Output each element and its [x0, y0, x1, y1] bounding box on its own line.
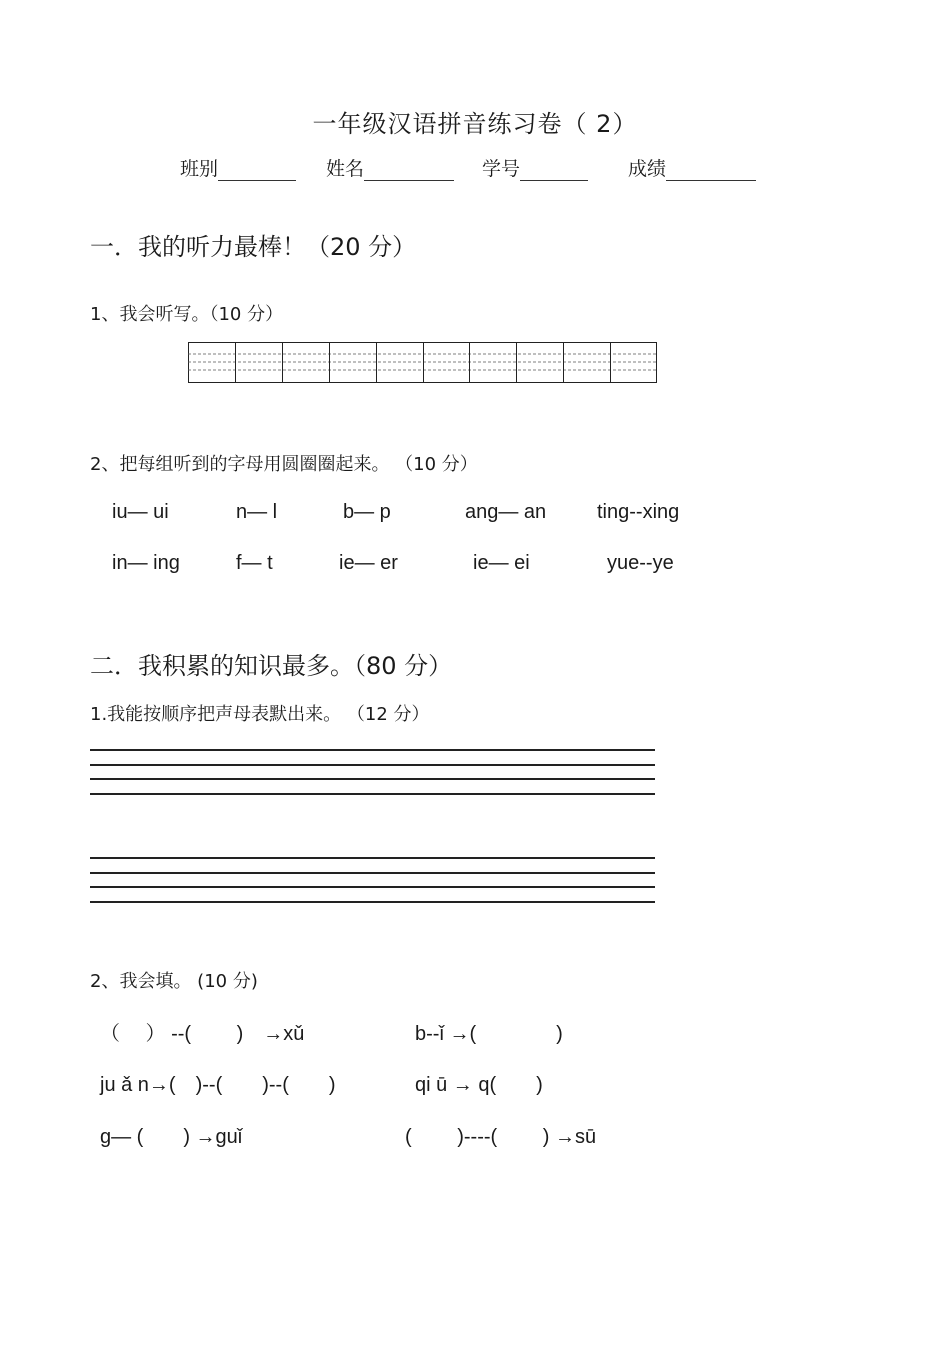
writing-lines-2[interactable] — [90, 857, 655, 916]
question-2-1: 1.我能按顺序把声母表默出来。 （12 分） — [90, 704, 430, 725]
pair-1-1[interactable]: iu— ui — [112, 501, 169, 523]
pair-2-3[interactable]: ie— er — [339, 552, 398, 574]
fill-row-2-right[interactable]: qi ū → q( ) — [415, 1074, 543, 1096]
class-blank[interactable] — [218, 158, 296, 181]
fill-row-1-left[interactable]: （ ） --( ) →xǔ — [100, 1023, 305, 1045]
pair-2-2[interactable]: f— t — [236, 552, 273, 574]
score-field[interactable] — [628, 154, 756, 181]
fill-row-2-left[interactable]: ju ǎ n→( )--( )--( ) — [100, 1074, 336, 1096]
pair-1-5[interactable]: ting--xing — [597, 501, 680, 523]
question-2-2: 2、我会填。 (10 分) — [90, 971, 258, 992]
pair-1-2[interactable]: n— l — [236, 501, 278, 523]
pair-2-4[interactable]: ie— ei — [473, 552, 530, 574]
class-field[interactable] — [180, 154, 296, 181]
name-label: 姓名 — [326, 158, 365, 180]
name-blank[interactable] — [364, 158, 454, 181]
number-label: 学号 — [482, 158, 521, 180]
section-1-heading: 一．我的听力最棒！（20 分） — [90, 233, 417, 261]
pair-1-4[interactable]: ang— an — [465, 501, 547, 523]
number-blank[interactable] — [520, 158, 588, 181]
grid-border — [189, 343, 657, 383]
fill-row-1-right[interactable]: b--ǐ →( ) — [415, 1023, 563, 1045]
number-field[interactable] — [482, 154, 588, 181]
fill-row-3-left[interactable]: g— ( ) →guǐ — [100, 1126, 243, 1148]
pair-2-5[interactable]: yue--ye — [607, 552, 674, 574]
question-1-1: 1、我会听写。（10 分） — [90, 304, 284, 325]
score-blank[interactable] — [666, 158, 756, 181]
score-label: 成绩 — [628, 158, 667, 180]
name-field[interactable] — [326, 154, 454, 181]
pair-1-3[interactable]: b— p — [343, 501, 391, 523]
pinyin-writing-grid[interactable] — [188, 342, 657, 383]
pinyin-grid-lines — [188, 342, 657, 383]
writing-lines-1[interactable] — [90, 749, 655, 808]
section-2-heading: 二．我积累的知识最多。（80 分） — [90, 652, 453, 680]
pair-2-1[interactable]: in— ing — [112, 552, 180, 574]
fill-row-3-right[interactable]: ( )----( ) →sū — [405, 1126, 597, 1148]
question-1-2: 2、把每组听到的字母用圆圈圈起来。 （10 分） — [90, 454, 478, 475]
class-label: 班别 — [180, 158, 219, 180]
page-title: 一年级汉语拼音练习卷（ 2） — [312, 110, 638, 138]
